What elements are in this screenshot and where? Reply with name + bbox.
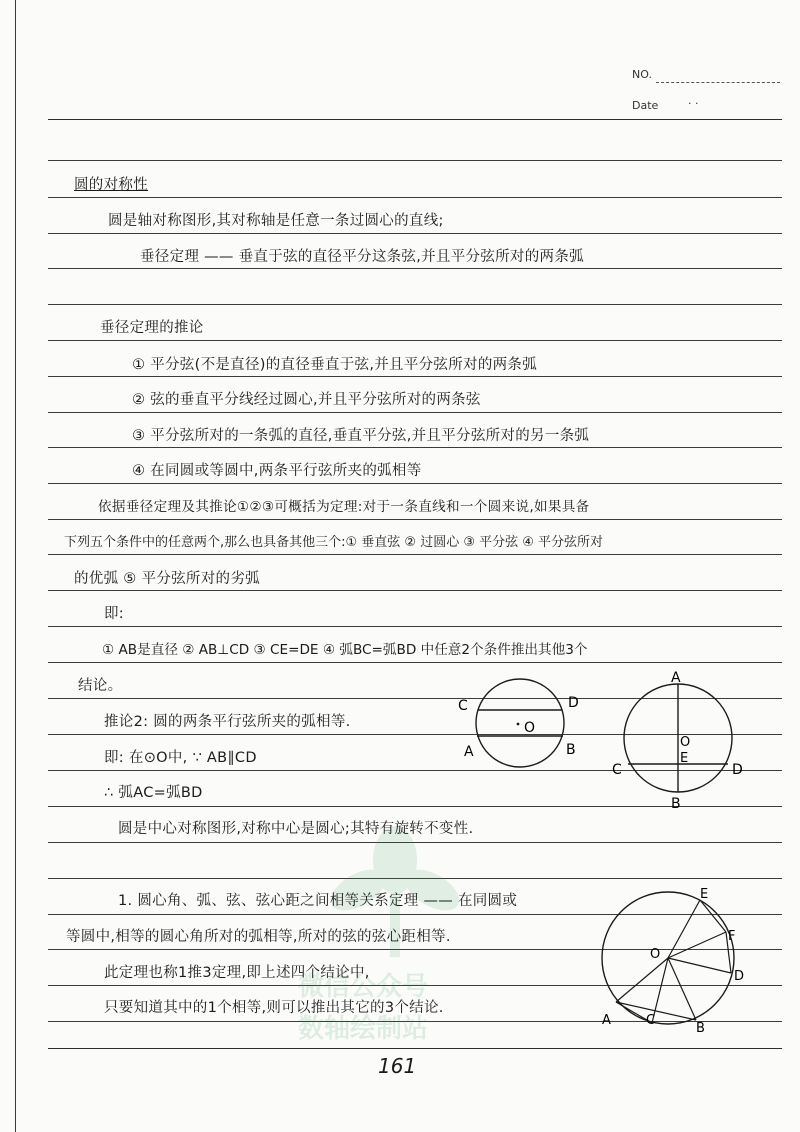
watermark-text-2: 数轴绘制站 (298, 1014, 429, 1044)
ruled-line (48, 483, 782, 484)
text-line: ① 平分弦(不是直径)的直径垂直于弦,并且平分弦所对的两条弧 (132, 357, 538, 373)
no-label: NO. (632, 68, 652, 81)
ruled-line (48, 197, 782, 198)
text-line: 圆是轴对称图形,其对称轴是任意一条过圆心的直线; (108, 213, 444, 229)
chord-ef (700, 900, 726, 932)
label-o: O (680, 735, 691, 750)
ruled-line (48, 412, 782, 413)
label-b: B (671, 796, 681, 812)
label-d: D (568, 695, 579, 711)
ruled-line (48, 268, 782, 269)
section-title-symmetry: 圆的对称性 (74, 177, 148, 193)
no-dash-line (656, 82, 780, 83)
ruled-line (48, 626, 782, 627)
label-e: E (700, 887, 709, 902)
text-line: 即: (104, 606, 124, 622)
ruled-line (48, 590, 782, 591)
text-line: 等圆中,相等的圆心角所对的弧相等,所对的弦的弦心距相等. (66, 929, 451, 945)
ruled-line (48, 119, 782, 120)
text-line: 只要知道其中的1个相等,则可以推出其它的3个结论. (104, 1000, 444, 1016)
radius-of (668, 932, 726, 958)
ruled-line (48, 376, 782, 377)
label-c: C (458, 698, 468, 714)
text-line: ∴ 弧AC=弧BD (104, 785, 203, 801)
text-line: 此定理也称1推3定理,即上述四个结论中, (104, 965, 370, 981)
figure-central-angles (588, 880, 758, 1040)
text-line: ④ 在同圆或等圆中,两条平行弦所夹的弧相等 (132, 463, 422, 479)
label-c: C (612, 762, 622, 778)
ruled-line (48, 233, 782, 234)
text-line: 圆是中心对称图形,对称中心是圆心;其特有旋转不变性. (118, 821, 474, 837)
date-label: Date (632, 99, 659, 112)
text-line: 的优弧 ⑤ 平分弦所对的劣弧 (74, 571, 260, 587)
ruled-line (48, 304, 782, 305)
center-point (517, 723, 520, 726)
figure-perpendicular-diameter (600, 660, 760, 815)
label-e: E (680, 751, 689, 766)
circle (476, 679, 564, 767)
radius-od (668, 958, 731, 973)
ruled-line (48, 160, 782, 161)
label-a: A (464, 744, 474, 760)
label-c: C (646, 1013, 656, 1028)
text-line: 下列五个条件中的任意两个,那么也具备其他三个:① 垂直弦 ② 过圆心 ③ 平分弦 ④ 平分弦所对 (64, 535, 604, 550)
text-line: 垂径定理 —— 垂直于弦的直径平分这条弦,并且平分弦所对的两条弧 (140, 249, 584, 265)
section-title-corollary: 垂径定理的推论 (100, 320, 204, 336)
text-line: ③ 平分弦所对的一条弧的直径,垂直平分弦,并且平分弦所对的另一条弧 (132, 428, 590, 444)
watermark-text-1: 微信公众号 (298, 972, 429, 1002)
page-number: 161 (378, 1054, 417, 1078)
text-line: 结论。 (78, 678, 123, 694)
label-b: B (696, 1021, 705, 1036)
radius-oa (616, 958, 668, 1002)
ruled-line (48, 340, 782, 341)
text-line: ② 弦的垂直平分线经过圆心,并且平分弦所对的两条弦 (132, 392, 481, 408)
text-line: 依据垂径定理及其推论①②③可概括为定理:对于一条直线和一个圆来说,如果具备 (98, 499, 590, 515)
label-d: D (732, 762, 743, 778)
label-a: A (602, 1013, 611, 1028)
label-o: O (650, 947, 661, 962)
label-d: D (734, 969, 745, 984)
page-margin-line (15, 0, 16, 1132)
label-a: A (671, 670, 681, 686)
text-line: 推论2: 圆的两条平行弦所夹的弧相等. (104, 714, 351, 730)
text-line: 即: 在⊙O中, ∵ AB∥CD (104, 750, 257, 766)
label-o: O (524, 720, 536, 736)
text-line: ① AB是直径 ② AB⊥CD ③ CE=DE ④ 弧BC=弧BD 中任意2个条件推出其他3个 (102, 642, 588, 658)
text-line: 1. 圆心角、弧、弦、弦心距之间相等关系定理 —— 在同圆或 (118, 893, 518, 909)
label-b: B (566, 742, 576, 758)
ruled-line (48, 447, 782, 448)
date-dots: · · (688, 97, 699, 110)
radius-ob (668, 958, 696, 1020)
ruled-line (48, 554, 782, 555)
ruled-line (48, 519, 782, 520)
radius-oe (668, 900, 700, 958)
figure-parallel-chords (450, 670, 600, 780)
label-f: F (728, 929, 736, 944)
